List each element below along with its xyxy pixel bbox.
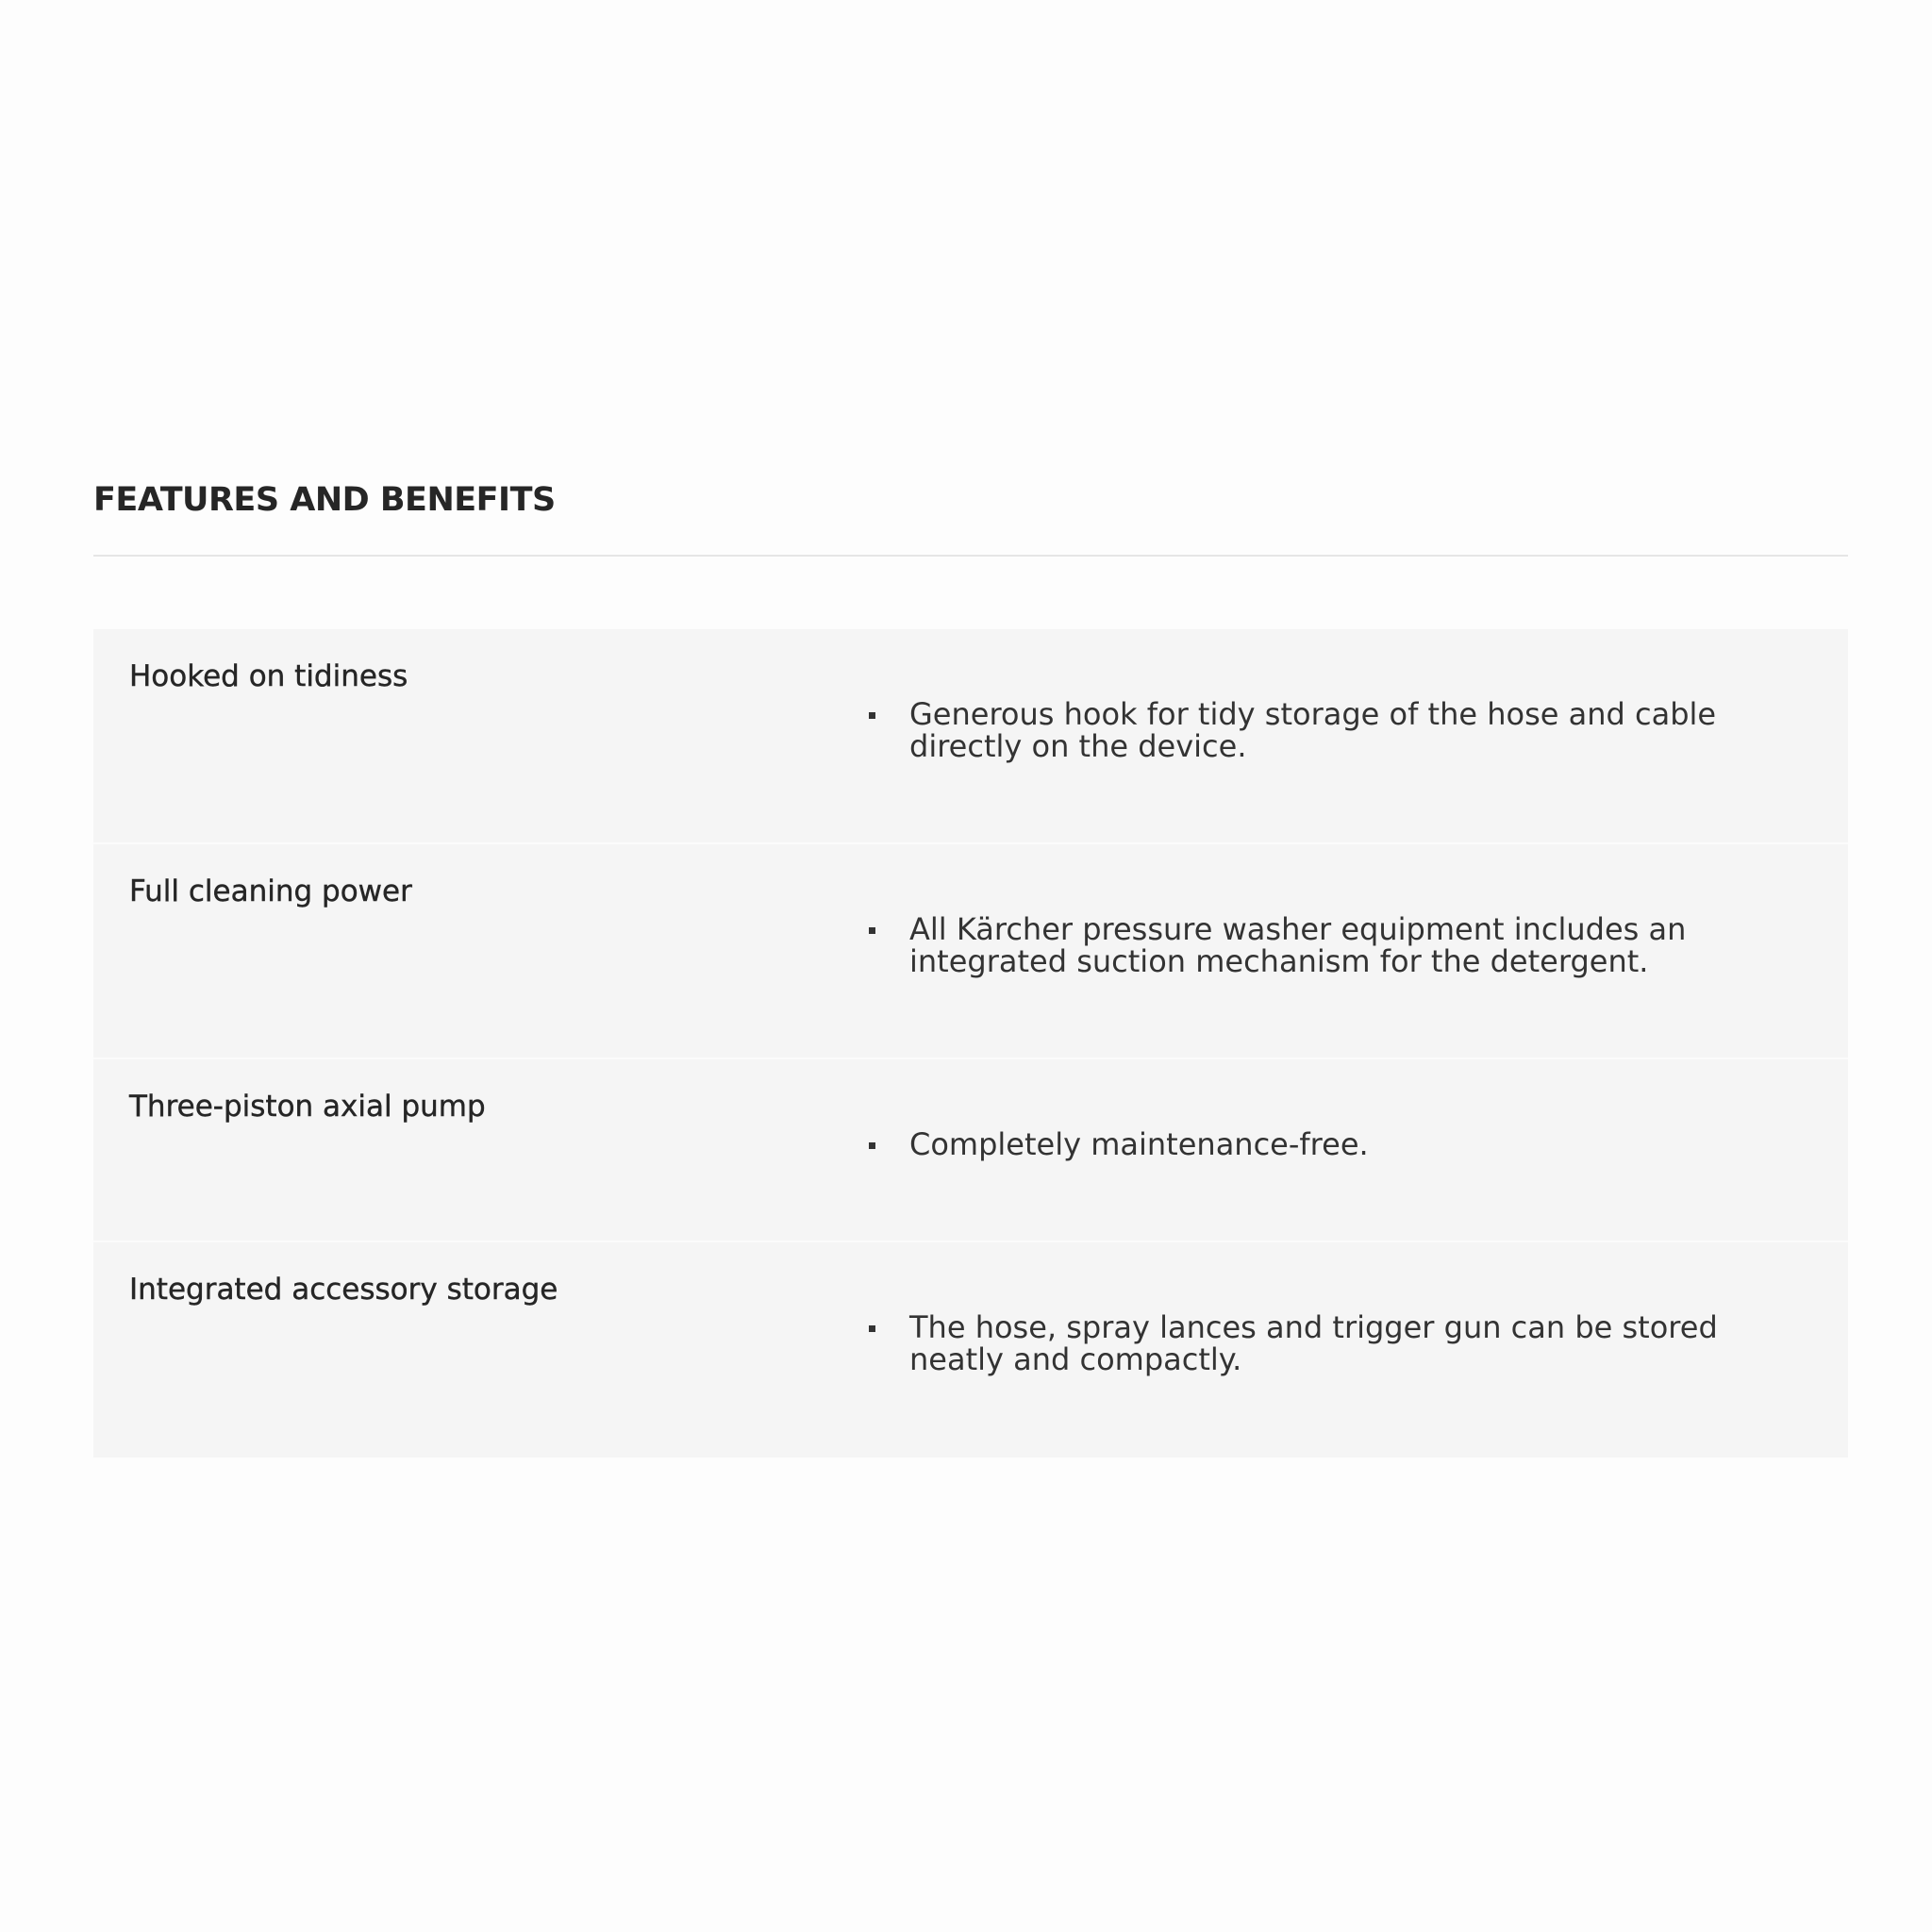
benefit-item [869, 1128, 1774, 1160]
benefit-list [869, 913, 1774, 977]
feature-title: Hooked on tidiness [129, 659, 408, 693]
benefit-text: The hose, spray lances and trigger gun can be stored neatly and compactly. [909, 1309, 1718, 1377]
benefit-list [869, 1311, 1774, 1375]
benefit-item [869, 698, 1774, 762]
benefit-text: All Kärcher pressure washer equipment includes an integrated suction mechanism for the detergent. [909, 911, 1687, 979]
feature-title: Integrated accessory storage [129, 1273, 558, 1307]
section-title: FEATURES AND BENEFITS [93, 481, 556, 519]
benefit-list [869, 698, 1774, 762]
bullet-icon [869, 712, 875, 719]
feature-row [93, 844, 1848, 1059]
benefit-item [869, 1311, 1774, 1375]
benefit-text: Generous hook for tidy storage of the hose and cable directly on the device. [909, 696, 1717, 764]
bullet-icon [869, 1325, 875, 1332]
benefit-text: Completely maintenance-free. [909, 1126, 1369, 1162]
bullet-icon [869, 1142, 875, 1149]
feature-title: Three-piston axial pump [129, 1090, 486, 1124]
feature-row [93, 1242, 1848, 1457]
feature-row [93, 629, 1848, 844]
features-table [93, 629, 1848, 1457]
features-and-benefits-section [93, 472, 1848, 1457]
feature-title: Full cleaning power [129, 874, 412, 908]
section-divider [93, 555, 1848, 557]
bullet-icon [869, 927, 875, 934]
benefit-item [869, 913, 1774, 977]
benefit-list [869, 1128, 1774, 1160]
feature-row [93, 1059, 1848, 1242]
